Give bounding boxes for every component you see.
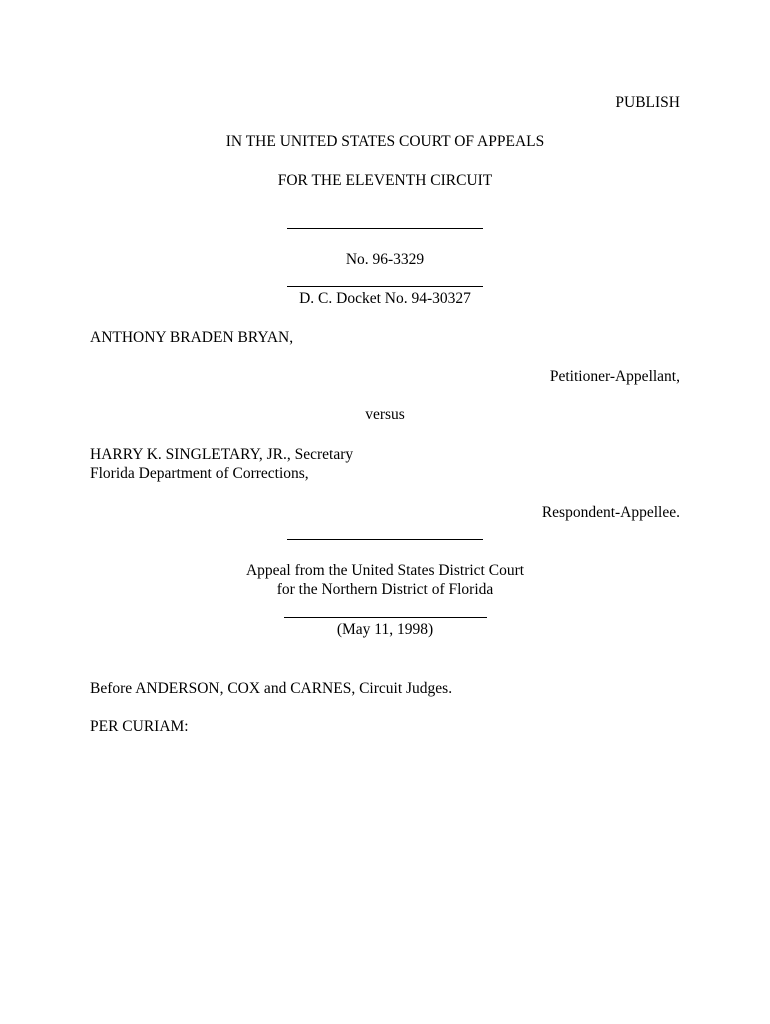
separator-rule: [287, 539, 483, 540]
court-name: IN THE UNITED STATES COURT OF APPEALS: [225, 133, 545, 150]
respondent-role: Respondent-Appellee.: [541, 504, 680, 521]
docket-number: D. C. Docket No. 94-30327: [299, 290, 471, 307]
case-number: No. 96-3329: [345, 251, 425, 268]
per-curiam-heading: PER CURIAM:: [90, 718, 189, 735]
petitioner-name: ANTHONY BRADEN BRYAN,: [90, 329, 294, 346]
decision-date: (May 11, 1998): [336, 621, 434, 638]
appeal-district: for the Northern District of Florida: [276, 581, 494, 598]
separator-rule: [287, 286, 483, 287]
versus-label: versus: [365, 406, 405, 423]
publish-label: PUBLISH: [615, 94, 680, 111]
respondent-agency: Florida Department of Corrections,: [90, 465, 309, 482]
judges-line: Before ANDERSON, COX and CARNES, Circuit Judges.: [90, 680, 453, 697]
separator-rule: [287, 228, 483, 229]
appeal-origin: Appeal from the United States District Court: [245, 562, 525, 579]
petitioner-role: Petitioner-Appellant,: [549, 368, 680, 385]
circuit-name: FOR THE ELEVENTH CIRCUIT: [277, 172, 493, 189]
respondent-name: HARRY K. SINGLETARY, JR., Secretary: [90, 446, 354, 463]
separator-rule: [284, 617, 487, 618]
